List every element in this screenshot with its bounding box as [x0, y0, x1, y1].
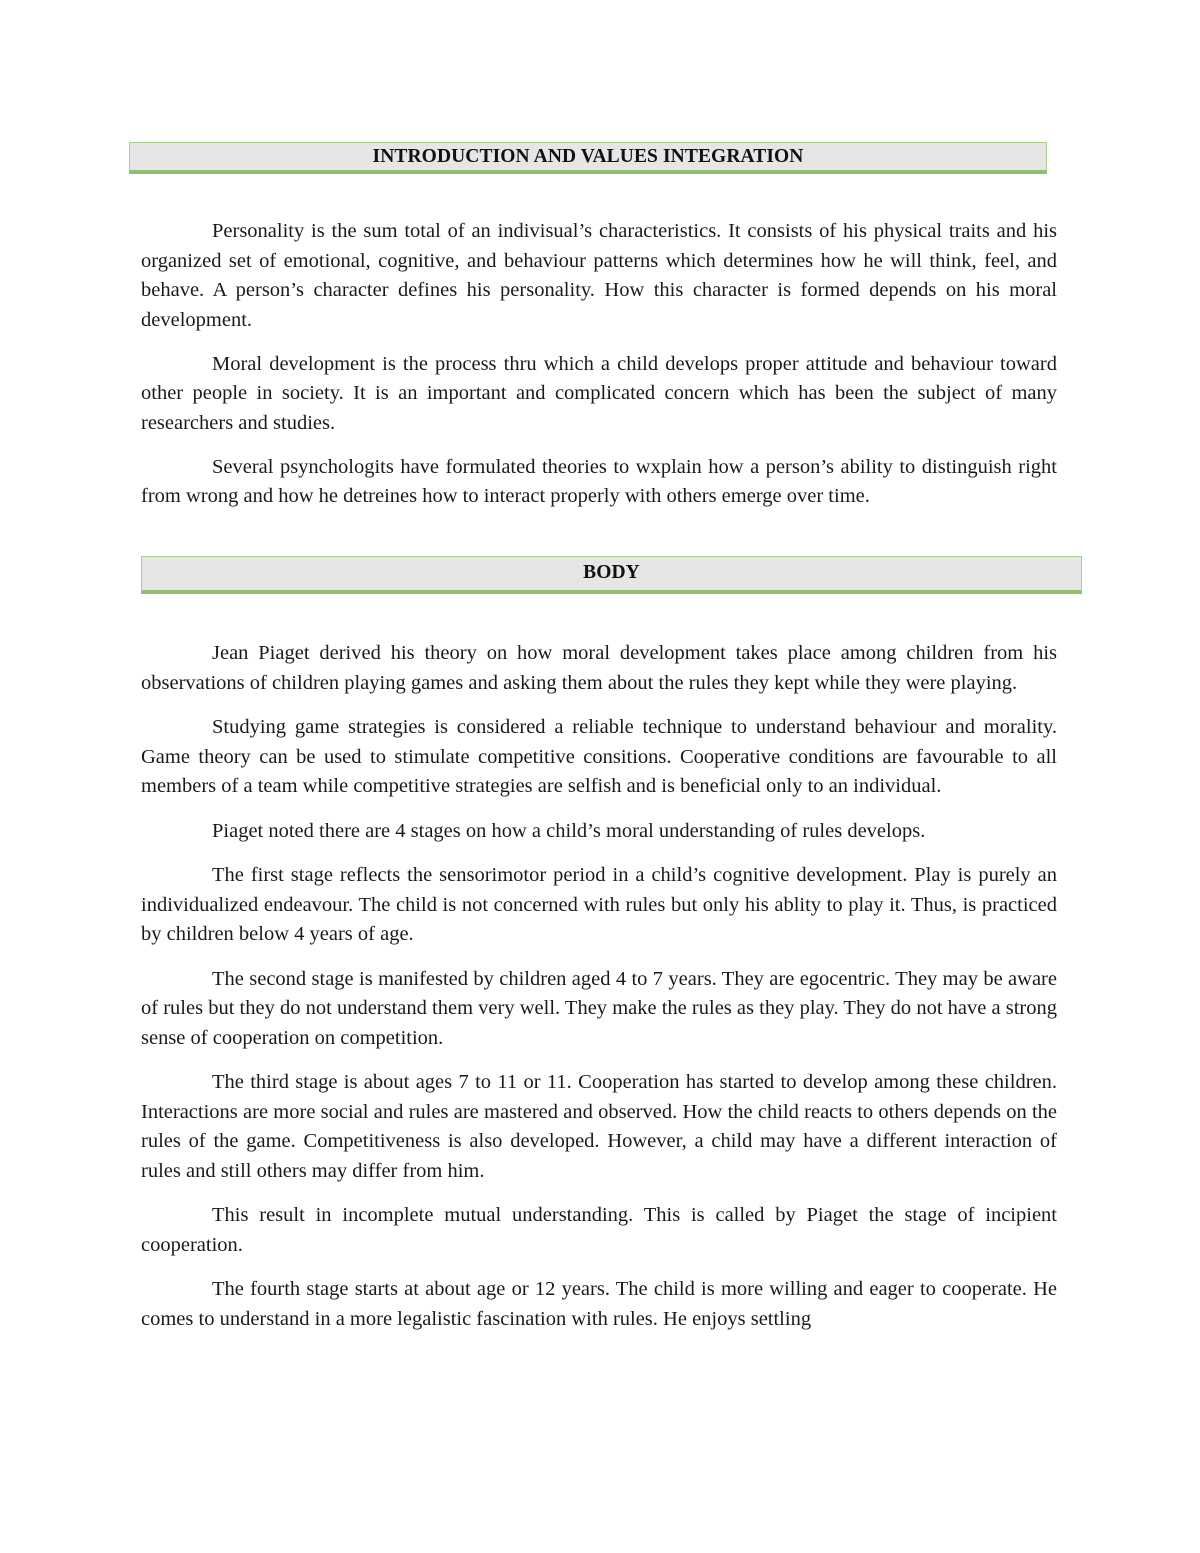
body-text	[141, 639, 1057, 1334]
paragraph: Piaget noted there are 4 stages on how a child’s moral understanding of rules develops.	[212, 819, 926, 842]
introduction-text	[141, 217, 1057, 512]
paragraph: Moral development is the process thru which a child develops proper attitude and behaviour toward other people in society. It is an important and complicated concern which has been the subject of many researchers and studies.	[141, 352, 1057, 434]
paragraph: The third stage is about ages 7 to 11 or 11. Cooperation has started to develop among these children. Interactions are more social and rules are mastered and observed. How the child reacts to others depends on the rules of the game. Competitiveness is also developed. However, a child may have a different interaction of rules and still others may differ from him.	[141, 1071, 1057, 1182]
body-heading: BODY	[141, 556, 1082, 594]
paragraph: This result in incomplete mutual understanding. This is called by Piaget the stage of incipient cooperation.	[141, 1204, 1057, 1256]
paragraph: Personality is the sum total of an indivisual’s characteristics. It consists of his physical traits and his organized set of emotional, cognitive, and behaviour patterns which determines how he will think, feel, and behave. A person’s character defines his personality. How this character is formed depends on his moral development.	[141, 220, 1057, 331]
paragraph: Studying game strategies is considered a reliable technique to understand behaviour and morality. Game theory can be used to stimulate competitive consitions. Cooperative conditions are favourable to all members of a team while competitive strategies are selfish and is beneficial only to an individual.	[141, 716, 1057, 797]
paragraph: The second stage is manifested by children aged 4 to 7 years. They are egocentric. They may be aware of rules but they do not understand them very well. They make the rules as they play. They do not have a strong sense of cooperation on competition.	[141, 967, 1057, 1049]
paragraph: Jean Piaget derived his theory on how moral development takes place among children from his observations of children playing games and asking them about the rules they kept while they were playing.	[141, 642, 1057, 694]
paragraph: The fourth stage starts at about age or 12 years. The child is more willing and eager to cooperate. He comes to understand in a more legalistic fascination with rules. He enjoys settling	[141, 1278, 1057, 1330]
paragraph: Several psynchologits have formulated theories to wxplain how a person’s ability to distinguish right from wrong and how he detreines how to interact properly with others emerge over time.	[141, 455, 1057, 507]
paragraph: The first stage reflects the sensorimotor period in a child’s cognitive development. Play is purely an individualized endeavour. The child is not concerned with rules but only his ablity to play it. Thus, is practiced by children below 4 years of age.	[141, 864, 1057, 945]
introduction-heading: INTRODUCTION AND VALUES INTEGRATION	[129, 142, 1047, 174]
